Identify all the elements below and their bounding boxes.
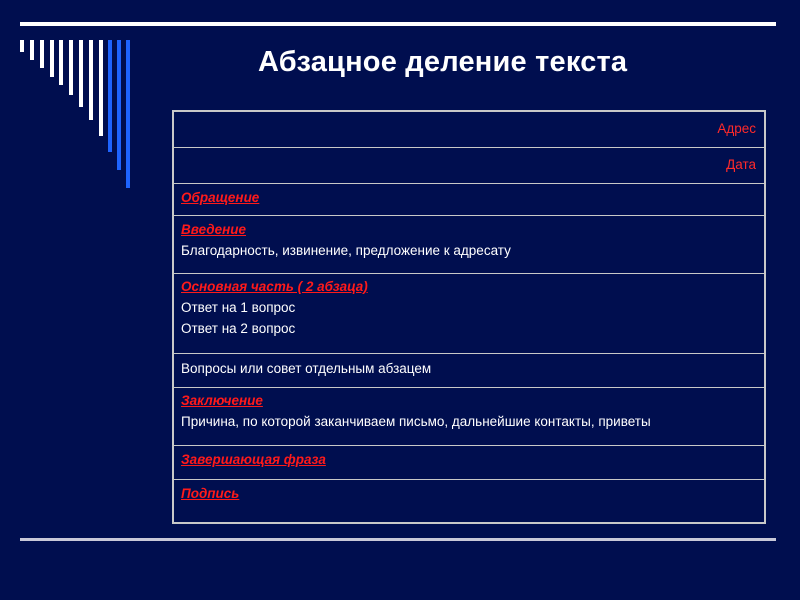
date-label: Дата [726, 157, 756, 172]
decorative-bar [99, 40, 103, 136]
decorative-bar [50, 40, 54, 77]
letter-structure-table [172, 110, 766, 524]
questions-text: Вопросы или совет отдельным абзацем [181, 361, 432, 376]
intro-text: Благодарность, извинение, предложение к адресату [181, 243, 511, 258]
decorative-bar [126, 40, 130, 188]
conclusion-text: Причина, по которой заканчиваем письмо, дальнейшие контакты, приветы [181, 414, 651, 429]
conclusion-heading: Заключение [181, 393, 263, 408]
main-line-2: Ответ на 2 вопрос [181, 321, 296, 336]
table-row-questions [174, 354, 764, 388]
greeting-heading: Обращение [181, 190, 260, 205]
signature-heading: Подпись [181, 486, 240, 501]
decorative-bar [20, 40, 24, 52]
decorative-bar [108, 40, 112, 152]
table-row-greeting [174, 184, 764, 216]
decorative-bar [69, 40, 73, 95]
main-heading: Основная часть ( 2 абзаца) [181, 279, 368, 294]
table-row-intro [174, 216, 764, 274]
decorative-bar [79, 40, 83, 107]
decorative-bar [117, 40, 121, 170]
intro-heading: Введение [181, 222, 247, 237]
decorative-bar [40, 40, 44, 68]
main-line-1: Ответ на 1 вопрос [181, 300, 296, 315]
table-row-closing [174, 446, 764, 480]
table-row-main [174, 274, 764, 354]
table-row-date [174, 148, 764, 184]
table-row-conclusion [174, 388, 764, 446]
decorative-bar [59, 40, 63, 85]
page-title: Абзацное деление текста [258, 46, 628, 78]
decorative-bar [30, 40, 34, 60]
closing-heading: Завершающая фраза [181, 452, 326, 467]
table-row-signature [174, 480, 764, 522]
table-row-address [174, 112, 764, 148]
bottom-divider-line [20, 538, 776, 541]
address-label: Адрес [717, 121, 756, 136]
decorative-bar [89, 40, 93, 120]
decorative-bars [0, 0, 140, 200]
